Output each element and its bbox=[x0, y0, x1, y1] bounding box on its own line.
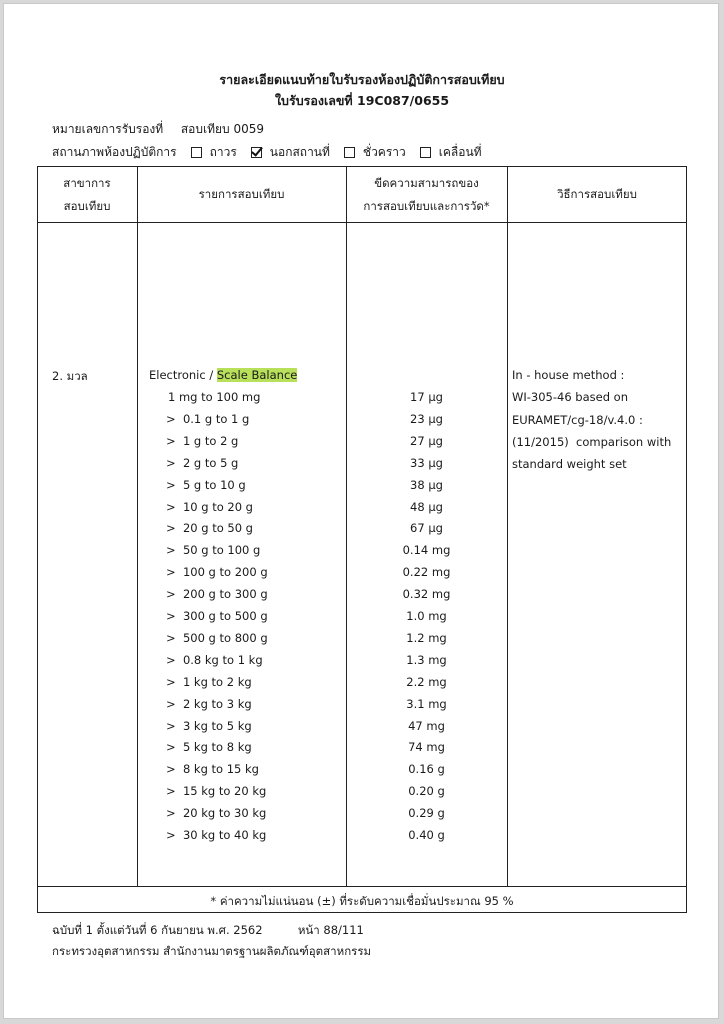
range-cell: > 5 g to 10 g bbox=[166, 478, 246, 492]
header-cmc: ขีดความสามารถของ การสอบเทียบและการวัด* bbox=[363, 176, 490, 213]
cmc-cell: 27 μg bbox=[410, 434, 443, 448]
range-cell: > 1 kg to 2 kg bbox=[166, 675, 252, 689]
range-cell: > 30 kg to 40 kg bbox=[166, 828, 267, 842]
cmc-cell: 38 μg bbox=[410, 478, 443, 492]
checkbox-checked-icon bbox=[251, 147, 262, 158]
range-cell: > 5 kg to 8 kg bbox=[166, 740, 252, 754]
cmc-cell: 0.22 mg bbox=[402, 565, 451, 579]
cmc-cell: 17 μg bbox=[410, 390, 443, 404]
cmc-cell: 1.2 mg bbox=[406, 631, 447, 645]
header-divider bbox=[37, 222, 687, 223]
method-line: EURAMET/cg-18/v.4.0 : bbox=[512, 413, 643, 427]
range-cell: > 15 kg to 20 kg bbox=[166, 784, 267, 798]
checkbox-icon bbox=[191, 147, 202, 158]
calibration-item-title: Electronic / Scale Balance bbox=[149, 368, 298, 382]
range-cell: > 2 g to 5 g bbox=[166, 456, 239, 470]
uncertainty-footnote: * ค่าความไม่แน่นอน (±) ที่ระดับความเชื่อมั่นประมาณ 95 % bbox=[210, 894, 514, 908]
scope-table bbox=[37, 166, 687, 913]
range-cell: 1 mg to 100 mg bbox=[168, 390, 261, 404]
method-line: In - house method : bbox=[512, 368, 625, 382]
cmc-cell: 0.40 g bbox=[408, 828, 445, 842]
cmc-cell: 0.14 mg bbox=[402, 543, 451, 557]
cmc-cell: 0.29 g bbox=[408, 806, 445, 820]
column-divider bbox=[137, 166, 138, 886]
status-option-mobile: เคลื่อนที่ bbox=[420, 143, 482, 162]
method-line: standard weight set bbox=[512, 457, 627, 471]
cmc-cell: 33 μg bbox=[410, 456, 443, 470]
method-line: WI-305-46 based on bbox=[512, 390, 628, 404]
laboratory-status-row bbox=[52, 143, 482, 162]
range-cell: > 500 g to 800 g bbox=[166, 631, 268, 645]
issue-info bbox=[52, 922, 364, 940]
method-line: (11/2015) comparison with bbox=[512, 435, 672, 449]
range-cell: > 0.8 kg to 1 kg bbox=[166, 653, 263, 667]
certificate-number-title: ใบรับรองเลขที่ 19C087/0655 bbox=[274, 93, 450, 108]
status-label: สถานภาพห้องปฏิบัติการ bbox=[52, 145, 177, 159]
cmc-cell: 0.16 g bbox=[408, 762, 445, 776]
cmc-cell: 74 mg bbox=[408, 740, 445, 754]
accreditation-label: หมายเลขการรับรองที่ bbox=[52, 122, 164, 136]
header-item: รายการสอบเทียบ bbox=[198, 187, 285, 201]
cmc-cell: 1.0 mg bbox=[406, 609, 447, 623]
cmc-cell: 2.2 mg bbox=[406, 675, 447, 689]
cmc-cell: 67 μg bbox=[410, 521, 443, 535]
organization-name: กระทรวงอุตสาหกรรม สำนักงานมาตรฐานผลิตภัณฑ์อุตสาหกรรม bbox=[52, 944, 372, 958]
cmc-cell: 1.3 mg bbox=[406, 653, 447, 667]
range-cell: > 50 g to 100 g bbox=[166, 543, 261, 557]
cmc-cell: 48 μg bbox=[410, 500, 443, 514]
document-title: รายละเอียดแนบท้ายใบรับรองห้องปฏิบัติการสอบเทียบ bbox=[219, 72, 505, 87]
range-cell: > 10 g to 20 g bbox=[166, 500, 253, 514]
highlighted-text: Scale Balance bbox=[216, 368, 298, 382]
status-option-permanent: ถาวร bbox=[191, 143, 237, 162]
cmc-cell: 23 μg bbox=[410, 412, 443, 426]
range-cell: > 1 g to 2 g bbox=[166, 434, 239, 448]
range-cell: > 200 g to 300 g bbox=[166, 587, 268, 601]
accreditation-value: สอบเทียบ 0059 bbox=[180, 122, 265, 136]
header-method: วิธีการสอบเทียบ bbox=[557, 187, 637, 201]
range-cell: > 20 g to 50 g bbox=[166, 521, 253, 535]
cmc-cell: 0.20 g bbox=[408, 784, 445, 798]
header-field: สาขาการ สอบเทียบ bbox=[63, 176, 111, 213]
range-cell: > 20 kg to 30 kg bbox=[166, 806, 267, 820]
footnote-divider bbox=[37, 886, 687, 887]
range-cell: > 8 kg to 15 kg bbox=[166, 762, 259, 776]
page-number: หน้า 88/111 bbox=[297, 923, 364, 937]
range-cell: > 100 g to 200 g bbox=[166, 565, 268, 579]
column-divider bbox=[507, 166, 508, 886]
checkbox-icon bbox=[344, 147, 355, 158]
range-cell: > 0.1 g to 1 g bbox=[166, 412, 250, 426]
issue-date: ฉบับที่ 1 ตั้งแต่วันที่ 6 กันยายน พ.ศ. 2562 bbox=[52, 923, 263, 937]
range-cell: > 3 kg to 5 kg bbox=[166, 719, 252, 733]
cmc-cell: 3.1 mg bbox=[406, 697, 447, 711]
checkbox-icon bbox=[420, 147, 431, 158]
status-option-temporary: ชั่วคราว bbox=[344, 143, 406, 162]
range-cell: > 300 g to 500 g bbox=[166, 609, 268, 623]
cmc-cell: 47 mg bbox=[408, 719, 445, 733]
accreditation-number bbox=[52, 120, 264, 139]
status-option-site: นอกสถานที่ bbox=[251, 143, 330, 162]
range-cell: > 2 kg to 3 kg bbox=[166, 697, 252, 711]
cmc-cell: 0.32 mg bbox=[402, 587, 451, 601]
calibration-field: 2. มวล bbox=[52, 369, 88, 383]
